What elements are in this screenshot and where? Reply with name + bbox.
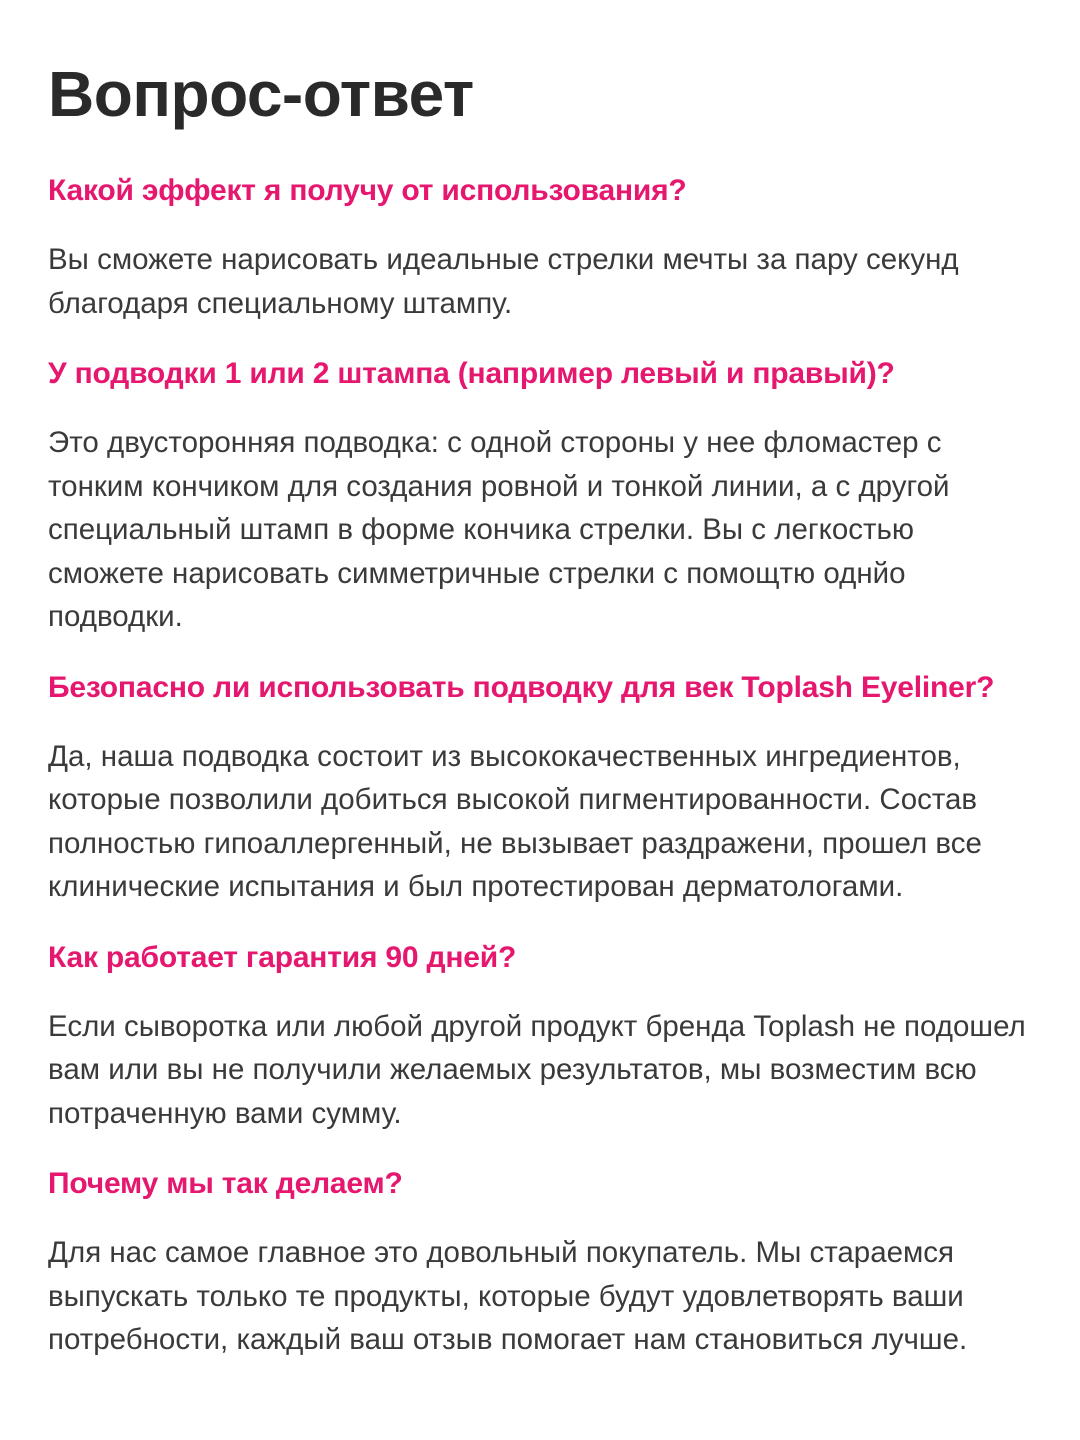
page-title: Вопрос-ответ bbox=[48, 58, 474, 130]
faq-item bbox=[48, 353, 1032, 639]
faq-question: Почему мы так делаем? bbox=[48, 1167, 403, 1200]
faq-question: У подводки 1 или 2 штампа (например левый и правый)? bbox=[48, 357, 895, 390]
faq-question: Как работает гарантия 90 дней? bbox=[48, 940, 517, 974]
faq-list bbox=[48, 170, 1032, 1362]
faq-item bbox=[48, 1163, 1032, 1362]
faq-item bbox=[48, 937, 1032, 1136]
faq-item bbox=[48, 667, 1032, 909]
faq-question: Какой эффект я получу от использования? bbox=[48, 174, 687, 207]
faq-question: Безопасно ли использовать подводку для век Toplash Eyeliner? bbox=[48, 670, 995, 704]
faq-answer: Для нас самое главное это довольный покупатель. Мы стараемся выпускать только те продукты, которые будут удовлетворять ваши потребности, каждый ваш отзыв помогает нам становиться лучше. bbox=[48, 1236, 968, 1356]
faq-answer: Вы сможете нарисовать идеальные стрелки мечты за пару секунд благодаря специальному штампу. bbox=[48, 243, 959, 320]
faq-answer: Если сыворотка или любой другой продукт бренда Toplash не подошел вам или вы не получили желаемых результатов, мы возместим всю потраченную вами сумму. bbox=[48, 1009, 1026, 1130]
faq-item bbox=[48, 170, 1032, 325]
faq-answer: Да, наша подводка состоит из высококачественных ингредиентов, которые позволили добиться высокой пигментированности. Состав полностью гипоаллергенный, не вызывает раздражени, прошел все клинические испытания и был протестирован дерматологами. bbox=[48, 739, 982, 903]
faq-answer: Это двусторонняя подводка: с одной стороны у нее фломастер с тонким кончиком для создания ровной и тонкой линии, а с другой специальный штамп в форме кончика стрелки. Вы с легкостью сможете нарисовать симметричные стрелки с помощтю однйо подводки. bbox=[48, 426, 950, 633]
